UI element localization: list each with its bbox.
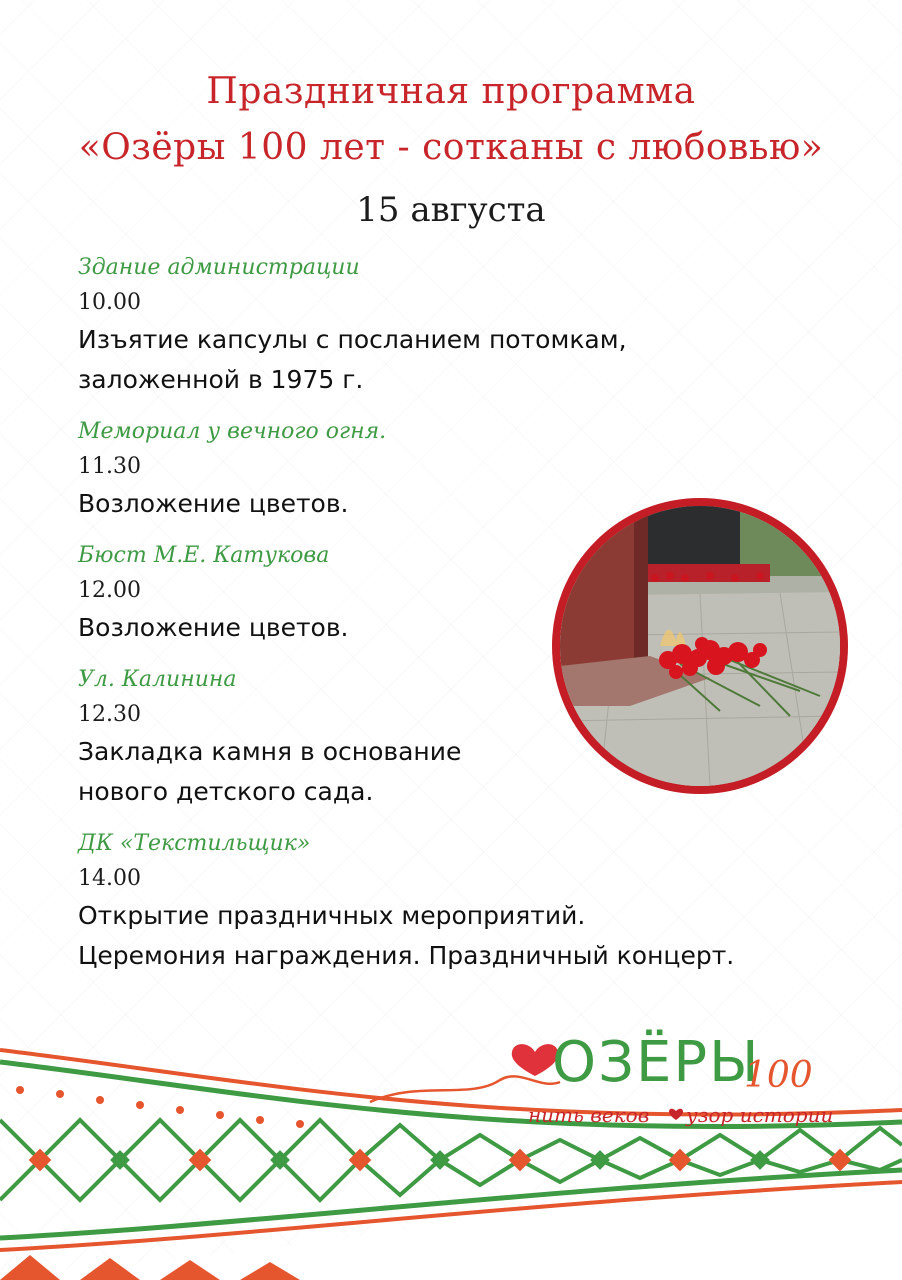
memorial-photo-illustration bbox=[560, 506, 840, 786]
heart-icon bbox=[668, 1106, 684, 1122]
logo-number: 100 bbox=[744, 1055, 813, 1096]
title-line-1: Праздничная программа bbox=[206, 71, 696, 112]
event-description: Возложение цветов. bbox=[78, 613, 349, 642]
header bbox=[0, 64, 902, 238]
event-description: Открытие праздничных мероприятий. Церемония награждения. Праздничный концерт. bbox=[78, 901, 735, 970]
event-place: ДК «Текстильщик» bbox=[78, 831, 311, 856]
event-date: 15 августа bbox=[356, 190, 546, 230]
program-item bbox=[78, 250, 838, 400]
logo bbox=[340, 1022, 880, 1132]
event-description: Возложение цветов. bbox=[78, 489, 349, 518]
event-time: 12.00 bbox=[78, 578, 141, 603]
logo-tagline-1: нить веков bbox=[528, 1103, 650, 1127]
event-time: 12.30 bbox=[78, 702, 141, 727]
event-place: Ул. Калинина bbox=[78, 667, 237, 692]
event-place: Здание администрации bbox=[78, 255, 360, 280]
title-line-2: «Озёры 100 лет - сотканы с любовью» bbox=[78, 127, 824, 168]
program-item bbox=[78, 826, 838, 976]
event-time: 10.00 bbox=[78, 290, 141, 315]
event-description: Закладка камня в основание нового детского сада. bbox=[78, 737, 462, 806]
memorial-photo bbox=[552, 498, 848, 794]
event-place: Мемориал у вечного огня. bbox=[78, 419, 387, 444]
event-description: Изъятие капсулы с посланием потомкам, заложенной в 1975 г. bbox=[78, 325, 627, 394]
event-time: 14.00 bbox=[78, 866, 141, 891]
event-time: 11.30 bbox=[78, 454, 141, 479]
logo-name: ОЗЁРЫ bbox=[552, 1030, 761, 1095]
logo-tagline-2: узор истории bbox=[686, 1103, 834, 1127]
event-place: Бюст М.Е. Катукова bbox=[78, 543, 330, 568]
